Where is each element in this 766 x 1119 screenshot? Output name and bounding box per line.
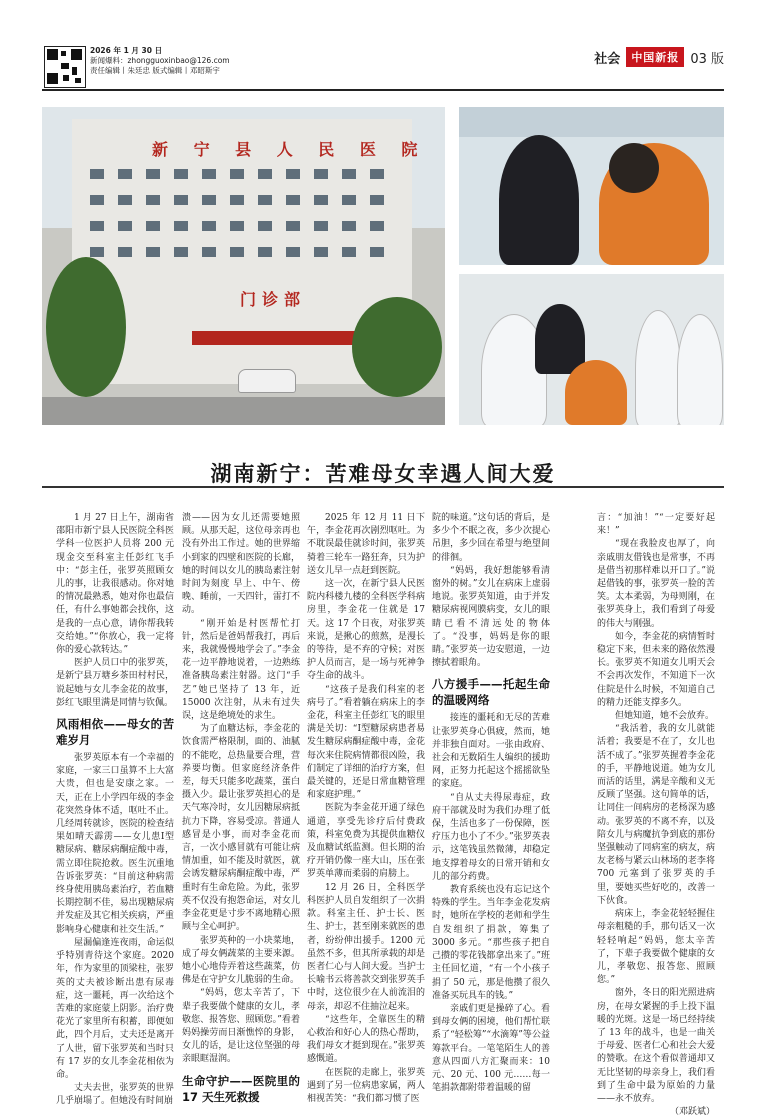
paragraph: “现在我脸皮也厚了，向亲戚朋友借钱也是常事，不再是借当初那样难以开口了。”说起借钱的事，张罗英一脸的苦笑。太本柔弱，为母则刚，在张罗英身上，我们看到了母爱的伟大与刚强。 bbox=[597, 539, 715, 629]
paragraph: 教育系统也没有忘记这个特殊的学生。当年李金花发病时，她所在学校的老师和学生自发组织了捐款，筹集了 3000 多元。“那些孩子把自己攒的零花钱都拿出来了。”班主任回忆道，“有一个小孩子捐了 50 元，那是他攒了很久准备买玩具车的钱。” bbox=[432, 885, 550, 1001]
masthead-meta bbox=[90, 46, 230, 76]
paragraph: 亲戚们更是操碎了心。看到母女俩的困境，他们帮忙联系了“轻松筹”“水滴筹”等公益筹款平台。一笔笔陌生人的善意从四面八方汇聚而来：10 元、20 元、100 元……每一笔捐款都附带着温暖的留 bbox=[432, 1003, 550, 1094]
paragraph: 屋漏偏逢连夜雨，命运似乎特别青待这个家庭。2020年，作为家里的顶梁柱，张罗英的丈夫被诊断出患有尿毒症，这一噩耗，再一次给这个苦难的家庭蒙上阴影。治疗费花光了家里所有积蓄，即便如此，四个月后，丈夫还是离开了人世，留下张罗英和当时只有 17 岁的女儿李金花相依为命。 bbox=[56, 937, 174, 1080]
paragraph: 张罗英原本有一个幸福的家庭，一家三口虽算不上大富大贵，但也是安康之家。一天，正在上小学四年级的李金花突然身体不适，呕吐不止。几经周转就诊，医院的检查结果如晴天霹雳——女儿患Ⅰ型糖尿病、糖尿病酮症酸中毒，需立即住院抢救。医生沉重地告诉张罗英：“目前这种病需终身使用胰岛素治疗，若血糖长期控制不佳，易出现糖尿病并发症及其它相关疾病，严重影响身心健康和社交生活。” bbox=[56, 753, 174, 935]
paragraph: 这一次，在新宁县人民医院内科楼九楼的全科医学科病房里，李金花一住就是 17 天。这 17 个日夜，对张罗英来说，是揪心的煎熬，是漫长的等待，是不弃的守候；对医护人员而言，是一场与死神争夺生命的战斗。 bbox=[307, 579, 425, 682]
paragraph: 在医院的走廊上，张罗英遇到了另一位病患家属，两人相视苦笑：“我们都习惯了医 bbox=[307, 1067, 425, 1104]
paragraph: 溃——因为女儿还需要她照顾。从那天起，这位母亲再也没有外出工作过。她的世界缩小到家的四壁和医院的长廊，她的时间以女儿的胰岛素注射时间为刻度 早上、中午、傍晚、睡前，一天四针，雷打不动。 bbox=[182, 513, 300, 616]
paragraph: 丈夫去世，张罗英的世界几乎崩塌了。但她没有时间崩 bbox=[56, 1083, 174, 1107]
issue-date: 2026 年 1 月 30 日 bbox=[90, 46, 163, 55]
paragraph: “妈妈，您太辛苦了，下辈子我要做个健康的女儿，孝敬您、报答您、照顾您。”看着妈妈操劳而日渐憔悴的身影，女儿的话，是让这位坚强的母亲眼眶湿润。 bbox=[182, 988, 300, 1065]
parked-car bbox=[238, 369, 296, 393]
subheading: 生命守护——医院里的 17 天生死救援 bbox=[182, 1073, 300, 1104]
column-4 bbox=[432, 512, 550, 1095]
section-label bbox=[594, 46, 724, 68]
mother-figure bbox=[499, 135, 579, 265]
paragraph: 如今，李金花的病情暂时稳定下来，但未来的路依然漫长。张罗英不知道女儿明天会不会再次发作，不知道下一次住院是什么时候，不知道自己的精力还能支撑多久。 bbox=[597, 631, 715, 708]
hospital-photo bbox=[42, 107, 445, 425]
nurse-figure-1 bbox=[635, 310, 681, 425]
paragraph: “这些年，全靠医生的精心救治和好心人的热心帮助，我们母女才挺到现在。”张罗英感慨道。 bbox=[307, 1014, 425, 1065]
tree-right bbox=[352, 297, 442, 397]
subheading: 八方援手——托起生命的温暖网络 bbox=[432, 677, 550, 708]
paragraph: “妈妈，我好想能够看清窗外的树。”女儿在病床上虚弱地说。张罗英知道，由于并发糖尿病视网膜病变，女儿的眼睛已看不清远处的物体了。“没事，妈妈是你的眼睛。”张罗英一边安慰道，一边擦拭着眼角。 bbox=[432, 565, 550, 669]
column-2 bbox=[182, 512, 300, 1109]
column-1 bbox=[56, 512, 174, 1109]
hospital-sign: 新 宁 县 人 民 医 院 bbox=[152, 140, 428, 159]
subheading: 风雨相依——母女的苦难岁月 bbox=[56, 717, 174, 748]
news-hotline[interactable]: 新闻爆料：zhongguoxinbao@126.com bbox=[90, 56, 230, 65]
paragraph: 2025 年 12 月 11 日下午，李金花再次剧烈呕吐。为不耽误最佳就诊时间，张罗英骑着三轮车一路狂奔，只为护送女儿早一点赶到医院。 bbox=[307, 513, 425, 576]
paragraph: 张罗英种的一小块菜地，成了母女俩蔬菜的主要来源。她小心地侍弄着这些蔬菜，仿佛是在守护女儿脆弱的生命。 bbox=[182, 935, 300, 986]
paragraph: “自从丈夫得尿毒症，政府干部就及时为我们办理了低保，生活也多了一份保障，医疗压力也小了不少。”张罗英表示，这笔钱虽然微薄，却稳定地支撑着母女的日常开销和女儿的部分药费。 bbox=[432, 792, 550, 882]
masthead bbox=[0, 0, 766, 76]
editor-credits: 责任编辑丨朱廷忠 版式编辑丨邓昭斯宇 bbox=[90, 66, 220, 75]
patient-figure bbox=[565, 360, 627, 425]
clinic-sign: 门诊部 bbox=[240, 290, 307, 309]
paragraph: 1 月 27 日上午，湖南省邵阳市新宁县人民医院全科医学科一位医护人员将 200 元现金交至科室主任彭红飞手中：“彭主任，张罗英照顾女儿的事，让我很感动。你对她的情况最熟悉，她对你也最信任，有什么事她都会找你，这是我的一点心意，请你帮我转交给她。”“你放心，我一定将你的爱心款转达。” bbox=[56, 513, 174, 656]
article-headline: 湖南新宁：苦难母女幸遇人间大爱 bbox=[210, 462, 556, 486]
paragraph: “刚开始是村医帮忙打针，然后是爸妈帮我打，再后来，我就慢慢地学会了。”李金花一边平静地说着，一边熟练准备胰岛素注射器。这门“手艺”她已坚持了 13 年，近 15000 次注射，从未有过失误，这是绝境处的求生。 bbox=[182, 618, 300, 722]
column-5 bbox=[597, 512, 715, 1119]
ward-photo-mother-daughter bbox=[459, 107, 724, 265]
author-byline: （邓跃斌） bbox=[669, 1107, 715, 1118]
paragraph: 接连的噩耗和无尽的苦难让张罗英身心俱疲，然而，她并非独自面对。一张由政府、社会和无数陌生人编织的援助网，正努力托起这个摇摇欲坠的家庭。 bbox=[432, 713, 550, 790]
paragraph: “我活着，我的女儿就能活着；我要是不在了，女儿也活不成了。”张罗英握着李金花的手，平静地说道。她为女儿而活的话里，满是辛酸和义无反顾了坚强。这句简单的话，让同住一间病房的老杨深为感动。张罗英的不离不弃，以及陪女儿与病魔抗争到底的那份坚强触动了同病室的病友，病友老杨与紧云山林场的老李将 700 元塞到了张罗英的手里，要她买些好吃的，改善一下伙食。 bbox=[597, 724, 715, 906]
paragraph: 12 月 26 日，全科医学科医护人员自发组织了一次捐款。科室主任、护士长、医生、护士，甚至刚来就医的患者，纷纷伸出援手。1200 元虽然不多，但其所承载的却是医者仁心与人间大爱。当护士长喻书云将善款交到张罗英手中时，这位很少在人前流泪的母亲，却忍不住抽泣起来。 bbox=[307, 882, 425, 1012]
paragraph: 病床上，李金花轻轻握住母亲粗糙的手，那句话又一次轻轻响起“妈妈，您太辛苦了，下辈子我要做个健康的女儿，孝敬您、报答您、照顾您。” bbox=[597, 909, 715, 986]
qr-code[interactable] bbox=[44, 46, 86, 88]
page-number: 03 版 bbox=[690, 51, 724, 67]
plaza bbox=[42, 397, 445, 425]
entrance-banner bbox=[192, 331, 362, 345]
headline-divider bbox=[42, 486, 724, 488]
paragraph: 医护人员口中的张罗英，是新宁县万塘乡茶田村村民，说起她与女儿李金花的故事，彭红飞眼里满是同情与钦佩。 bbox=[56, 658, 174, 708]
paragraph: 医院为李金花开通了绿色通道，享受先诊疗后付费政策，科室免费为其提供血糖仪及血糖试纸监测。但长期的治疗开销仍像一座大山，压在张罗英单薄而柔弱的肩膀上。 bbox=[307, 803, 425, 880]
ward-photo-medical-staff bbox=[459, 274, 724, 425]
column-3 bbox=[307, 512, 425, 1106]
paragraph: 为了血糖达标，李金花的饮食需严格限制，面的、油腻的不能吃，总热量要合理，营养要均衡。但家庭经济条件差，每天只能多吃蔬菜，蛋白摄入少。最让张罗英担心的是天气寒冷时，女儿因糖尿病抵抗力下降，容易受凉。普通人感冒是小事，而对李金花而言，一次小感冒就有可能让病情加重，如不能及时就医，就会诱发糖尿病酮症酸中毒，严重时有生命危险。为此，张罗英不仅没有抱怨命运，对女儿李金花更是寸步不离地精心照顾与全心呵护。 bbox=[182, 724, 300, 933]
paragraph: 院的味道。”这句话的背后，是多少个不眠之夜，多少次提心吊胆，多少回在希望与绝望间的徘徊。 bbox=[432, 513, 550, 563]
nurse-figure-2 bbox=[677, 314, 723, 425]
newspaper-logo: 中国新报 bbox=[626, 47, 684, 67]
paragraph: 但她知道，她不会放弃。 bbox=[615, 711, 715, 722]
top-divider bbox=[42, 89, 724, 91]
visitor-figure bbox=[535, 304, 585, 374]
section-name: 社会 bbox=[594, 51, 621, 67]
paragraph: “这孩子是我们科室的老病号了。”看着躺在病床上的李金花，科室主任彭红飞的眼里满是关切：“Ⅰ型糖尿病患者易发生糖尿病酮症酸中毒，金花每次来住院病情都很凶险，我们制定了详细的治疗方案，但最关键的，还是日常血糖管理和家庭护理。” bbox=[307, 684, 425, 801]
paragraph: 窗外，冬日的阳光照进病房，在母女紧握的手上投下温暖的光斑。这是一场已经持续了 13 年的战斗，也是一曲关于母爱、医者仁心和社会大爱的赞歌。在这个看似普通却又无比坚韧的母亲身上，我们看到了生命中最为原始的力量——永不放弃。 bbox=[597, 988, 715, 1104]
paragraph: 言：“加油！”“一定要好起来！” bbox=[597, 513, 715, 537]
tree-left bbox=[46, 257, 126, 397]
